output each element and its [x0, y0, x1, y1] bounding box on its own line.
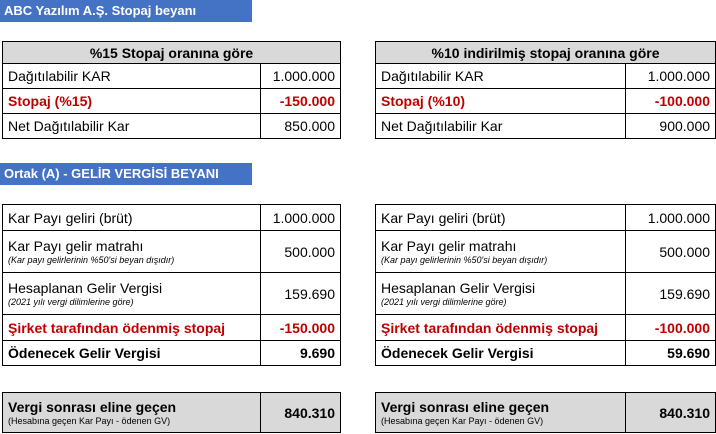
row-value: 850.000 [261, 114, 341, 139]
table-row [376, 89, 716, 114]
payable-tax-label: Ödenecek Gelir Vergisi [376, 341, 626, 366]
paid-stopaj-label: Şirket tarafından ödenmiş stopaj [3, 315, 261, 341]
row-value: 500.000 [626, 231, 716, 273]
gelir-vergisi-table-right [375, 204, 716, 366]
table-row [3, 114, 341, 139]
row-label-cell [3, 231, 261, 273]
stopaj-label: Stopaj (%10) [376, 89, 626, 114]
table-row [376, 341, 716, 366]
table-row [3, 64, 341, 89]
row-label: Kar Payı gelir matrahı [8, 238, 144, 254]
row-value: 159.690 [626, 273, 716, 315]
table-row [376, 205, 716, 231]
net-label: Vergi sonrası eline geçen [381, 399, 550, 415]
row-note: (2021 yılı vergi dilimlerine göre) [8, 297, 134, 307]
row-note: (2021 yılı vergi dilimlerine göre) [381, 297, 507, 307]
payable-tax-label: Ödenecek Gelir Vergisi [3, 341, 261, 366]
row-value: 1.000.000 [261, 64, 341, 89]
table-row [376, 393, 716, 433]
stopaj-table-15 [2, 41, 341, 139]
stopaj-label: Stopaj (%15) [3, 89, 261, 114]
row-value: 1.000.000 [626, 64, 716, 89]
row-note: (Kar payı gelirlerinin %50'si beyan dışıdır) [381, 255, 548, 265]
stopaj-table-10 [375, 41, 716, 139]
row-value: 1.000.000 [261, 205, 341, 231]
row-value: 500.000 [261, 231, 341, 273]
row-label-cell [3, 273, 261, 315]
row-label: Net Dağıtılabilir Kar [376, 114, 626, 139]
row-label: Hesaplanan Gelir Vergisi [381, 280, 536, 296]
row-label-cell [376, 231, 626, 273]
table-row [376, 114, 716, 139]
net-value: 840.310 [626, 393, 716, 433]
payable-tax-value: 9.690 [261, 341, 341, 366]
row-label: Kar Payı geliri (brüt) [376, 205, 626, 231]
table-row [376, 273, 716, 315]
table-row [3, 341, 341, 366]
table-row [3, 205, 341, 231]
row-label-cell [376, 273, 626, 315]
net-income-table-right [375, 392, 716, 433]
table-row [3, 89, 341, 114]
gelir-vergisi-table-left [2, 204, 341, 366]
net-label-cell [376, 393, 626, 433]
table-row [3, 393, 341, 433]
stopaj-table-header: %15 Stopaj oranına göre [3, 42, 341, 64]
row-value: 900.000 [626, 114, 716, 139]
row-label: Dağıtılabilir KAR [376, 64, 626, 89]
net-label-cell [3, 393, 261, 433]
paid-stopaj-value: -150.000 [261, 315, 341, 341]
net-income-table-left [2, 392, 341, 433]
row-note: (Kar payı gelirlerinin %50'si beyan dışıdır) [8, 255, 175, 265]
table-row [3, 315, 341, 341]
row-label: Kar Payı gelir matrahı [381, 238, 517, 254]
net-label: Vergi sonrası eline geçen [8, 399, 177, 415]
row-value: 1.000.000 [626, 205, 716, 231]
table-row [376, 64, 716, 89]
payable-tax-value: 59.690 [626, 341, 716, 366]
row-label: Dağıtılabilir KAR [3, 64, 261, 89]
gelir-vergisi-section-banner: Ortak (A) - GELİR VERGİSİ BEYANI [0, 163, 252, 185]
row-label: Kar Payı geliri (brüt) [3, 205, 261, 231]
net-value: 840.310 [261, 393, 341, 433]
table-row [3, 231, 341, 273]
table-row [3, 273, 341, 315]
paid-stopaj-label: Şirket tarafından ödenmiş stopaj [376, 315, 626, 341]
paid-stopaj-value: -100.000 [626, 315, 716, 341]
stopaj-value: -150.000 [261, 89, 341, 114]
net-note: (Hesabına geçen Kar Payı - ödenen GV) [8, 416, 171, 426]
table-row [376, 315, 716, 341]
row-label: Net Dağıtılabilir Kar [3, 114, 261, 139]
row-value: 159.690 [261, 273, 341, 315]
table-row [376, 231, 716, 273]
net-note: (Hesabına geçen Kar Payı - ödenen GV) [381, 416, 544, 426]
stopaj-section-banner: ABC Yazılım A.Ş. Stopaj beyanı [0, 0, 252, 22]
row-label: Hesaplanan Gelir Vergisi [8, 280, 163, 296]
stopaj-value: -100.000 [626, 89, 716, 114]
stopaj-table-header: %10 indirilmiş stopaj oranına göre [376, 42, 716, 64]
